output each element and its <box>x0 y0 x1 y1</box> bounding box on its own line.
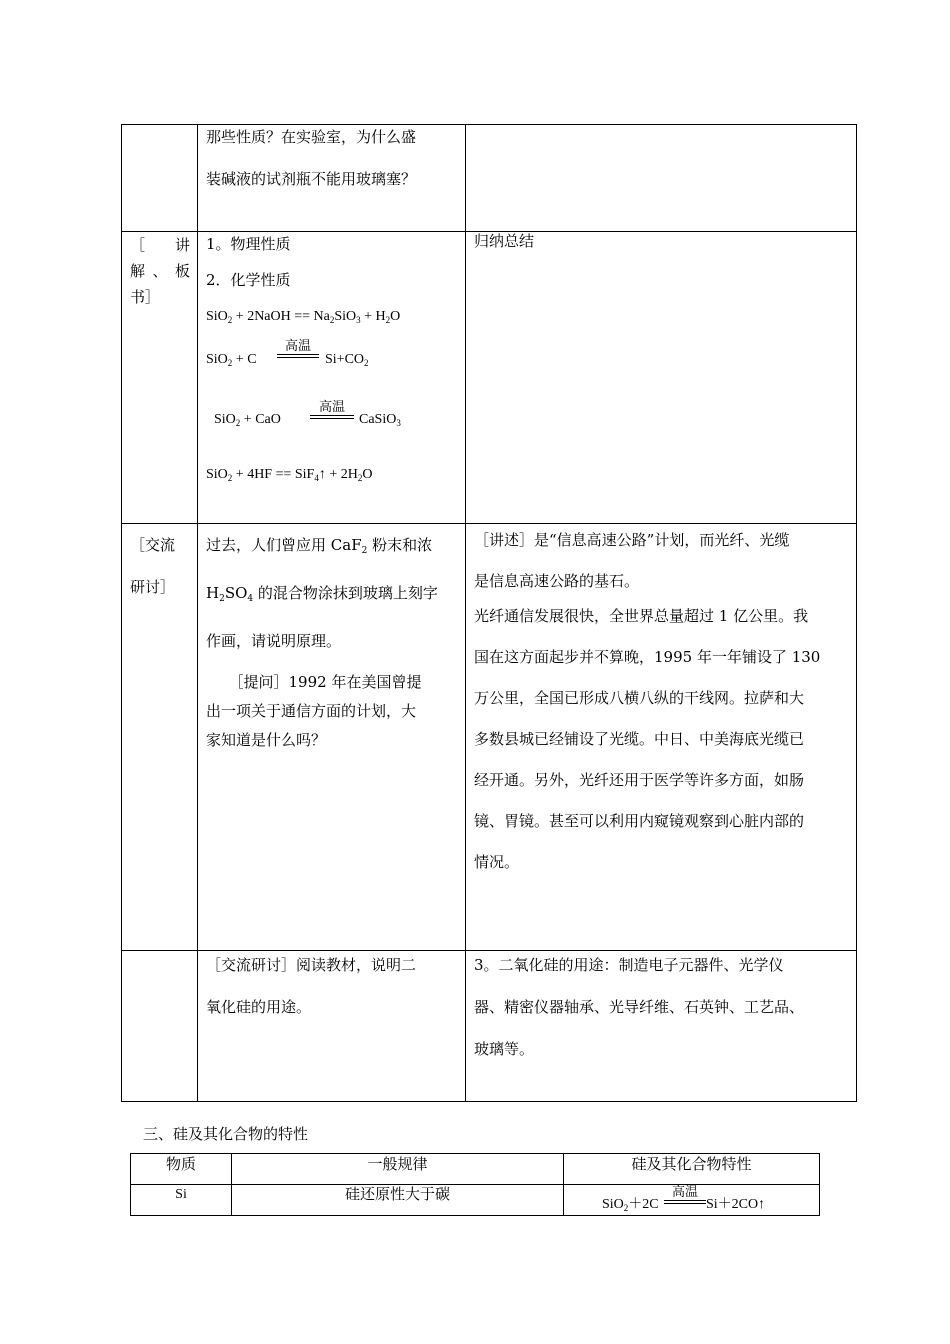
header-special-property: 硅及其化合物特性 <box>631 1155 752 1173</box>
row1-question: 那些性质？在实验室，为什么盛 装碱液的试剂瓶不能用玻璃塞？ <box>206 128 417 188</box>
rule-cell: 硅还原性大于碳 <box>344 1185 450 1203</box>
row2-label: ［ 讲 解、板 书］ <box>130 236 191 306</box>
equation-cao: SiO$_2$ + CaO <box>214 412 281 428</box>
row4-discussion: ［交流研讨］阅读教材，说明二 氧化硅的用途。 <box>206 956 417 1016</box>
table-border <box>130 1184 820 1185</box>
table-border <box>130 1153 820 1154</box>
row4-uses: 3。二氧化硅的用途：制造电子元器件、光学仪 器、精密仪器轴承、光导纤维、石英钟、工艺品、 玻璃等。 <box>474 956 805 1058</box>
special-equation-product: Si＋2CO↑ <box>706 1197 766 1212</box>
row3-label: ［交流 研讨］ <box>130 536 176 596</box>
reaction-condition: 高温 <box>277 340 319 358</box>
reaction-condition: 高温 <box>310 401 354 419</box>
row3-lecture: ［讲述］是“信息高速公路”计划，而光纤、光缆 是信息高速公路的基石。 光纤通信发展很快，全世界总量超过 1 亿公里。我 国在这方面起步并不算晚，1995 年一年铺设了 130 万公里，全国已形成八横八纵的干线网。拉萨和大 多数县城已经铺设了光缆。中日、中美海底光缆已 经开通。另外，光纤还用于医学等许多方面，如肠 镜、胃镜。甚至可以利用内窥镜观察到心脏内部的 情况。 <box>474 531 821 871</box>
chemical-properties: 2．化学性质 <box>206 271 291 289</box>
physical-properties: 1。物理性质 <box>206 235 291 253</box>
table-border <box>130 1215 820 1216</box>
header-substance: 物质 <box>165 1155 196 1173</box>
special-equation: SiO$_2$＋2C <box>602 1197 659 1213</box>
substance-cell: Si <box>175 1187 187 1202</box>
row3-question: ［提问］1992 年在美国曾提 出一项关于通信方面的计划，大 家知道是什么吗？ <box>206 673 422 749</box>
header-general-rule: 一般规律 <box>367 1155 428 1173</box>
equation-carbon: SiO$_2$ + C <box>206 352 257 368</box>
table-border <box>819 1153 820 1216</box>
equation-hf: SiO$_2$ + 4HF == SiF$_4$↑ + $2H_2O$ <box>206 467 373 483</box>
reaction-condition: 高温 <box>664 1186 706 1204</box>
equation-naoh: SiO$_2$ + 2NaOH == $Na_2SiO_3 + H_2O$ <box>206 309 401 325</box>
section-heading: 三、硅及其化合物的特性 <box>143 1125 309 1143</box>
row3-discussion: 过去，人们曾应用 CaF$_2$ 粉末和浓 $H_2SO_4$ 的混合物涂抹到玻璃上刻字 作画，请说明原理。 <box>206 536 438 650</box>
equation-cao-product: CaSiO$_3$ <box>359 412 401 428</box>
equation-carbon-product: $Si+CO_2$ <box>325 352 369 368</box>
summary-label: 归纳总结 <box>474 232 535 250</box>
